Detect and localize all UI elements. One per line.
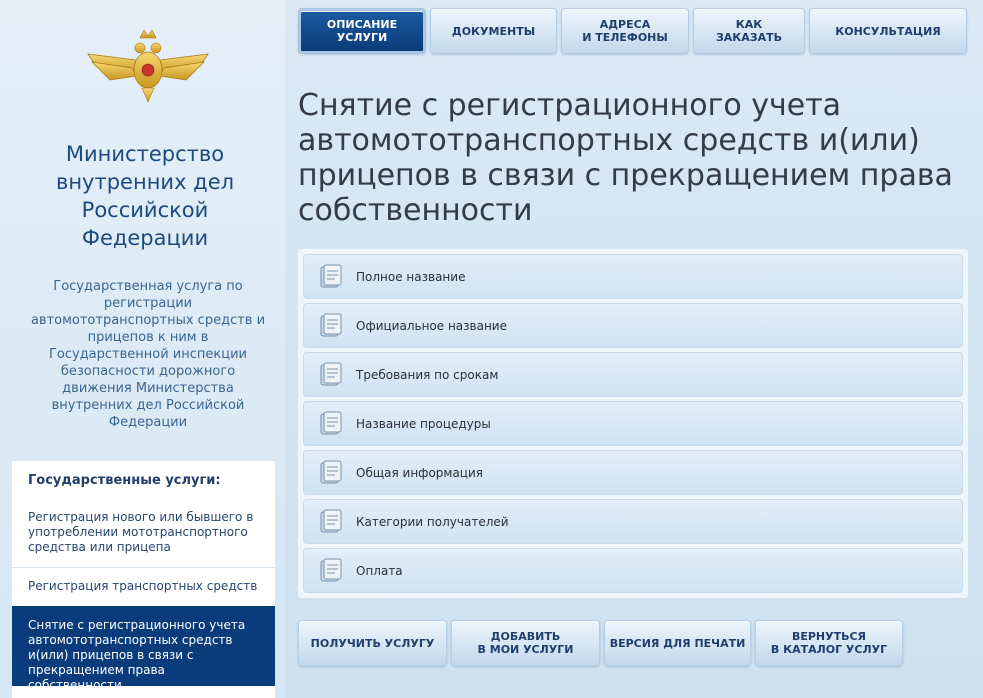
double-headed-eagle-emblem-icon[interactable] [86, 26, 210, 106]
service-description: Государственная услуга по регистрации автомототранспортных средств и прицепов к ним в Государственной инспекции безопасности дорожного движения Министерства внутренних дел Российской Федерации [30, 279, 266, 430]
document-icon [318, 411, 344, 437]
accordion-item-general-info[interactable] [303, 450, 963, 495]
page-title: Снятие с регистрационного учета автомототранспортных средств и(или) прицепов в связи с прекращением права собственности [298, 88, 953, 228]
document-icon [318, 509, 344, 535]
accordion-item-label: Полное название [356, 269, 466, 284]
get-service-button[interactable]: ПОЛУЧИТЬ УСЛУГУ [298, 620, 447, 666]
accordion-item-label: Требования по срокам [356, 367, 499, 382]
document-icon [318, 264, 344, 290]
accordion-item-recipient-categories[interactable] [303, 499, 963, 544]
document-icon [318, 313, 344, 339]
service-item-deregistration[interactable]: Снятие с регистрационного учета автомототранспортных средств и(или) прицепов в связи с прекращением права собственности [12, 606, 275, 686]
accordion-item-payment[interactable] [303, 548, 963, 593]
accordion-item-label: Оплата [356, 563, 403, 578]
accordion-item-label: Общая информация [356, 465, 483, 480]
ministry-name: Министерство внутренних дел Российской Федерации [55, 142, 235, 250]
tab-documents[interactable]: ДОКУМЕНТЫ [430, 8, 557, 54]
back-to-catalog-button[interactable]: ВЕРНУТЬСЯ В КАТАЛОГ УСЛУГ [755, 620, 903, 666]
print-version-button[interactable]: ВЕРСИЯ ДЛЯ ПЕЧАТИ [604, 620, 751, 666]
services-panel [12, 461, 275, 698]
accordion-item-official-name[interactable] [303, 303, 963, 348]
document-icon [318, 460, 344, 486]
accordion-item-label: Название процедуры [356, 416, 491, 431]
tab-service-description[interactable]: ОПИСАНИЕ УСЛУГИ [298, 8, 426, 54]
tab-addresses-phones[interactable]: АДРЕСА И ТЕЛЕФОНЫ [561, 8, 689, 54]
services-title: Государственные услуги: [28, 473, 221, 488]
service-item-new-registration[interactable]: Регистрация нового или бывшего в употреблении мототранспортного средства или прицепа [28, 510, 254, 554]
accordion-item-label: Официальное название [356, 318, 507, 333]
accordion-item-label: Категории получателей [356, 514, 509, 529]
document-icon [318, 362, 344, 388]
document-icon [318, 558, 344, 584]
accordion-item-procedure-name[interactable] [303, 401, 963, 446]
accordion-item-full-name[interactable] [303, 254, 963, 299]
service-item-vehicle-registration[interactable]: Регистрация транспортных средств [12, 567, 275, 606]
tab-consultation[interactable]: КОНСУЛЬТАЦИЯ [809, 8, 967, 54]
left-sidebar [0, 0, 285, 698]
accordion-panel [298, 249, 968, 598]
tab-how-to-order[interactable]: КАК ЗАКАЗАТЬ [693, 8, 805, 54]
accordion-item-time-requirements[interactable] [303, 352, 963, 397]
add-to-my-services-button[interactable]: ДОБАВИТЬ В МОИ УСЛУГИ [451, 620, 600, 666]
